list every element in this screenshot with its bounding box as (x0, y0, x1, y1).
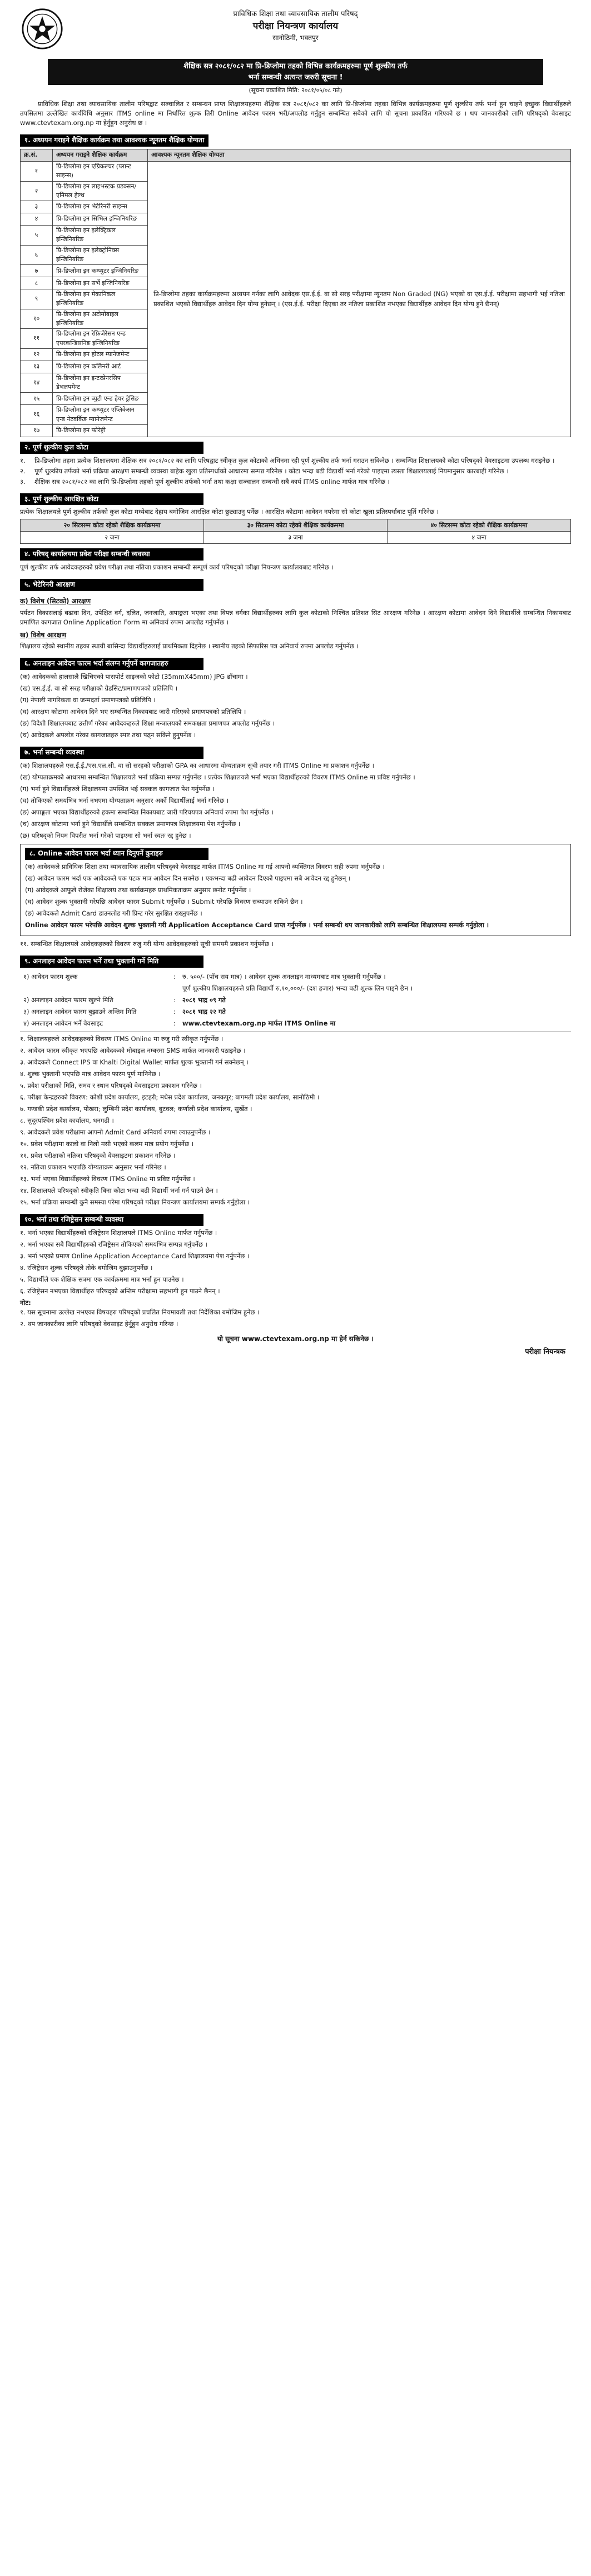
program-name: प्रि-डिप्लोमा इन इलेक्ट्रिकल इन्जिनियरिङ (53, 226, 148, 246)
list-item: ११. प्रवेश परीक्षाको नतिजा परिषद्को वेवसाइटमा प्रकाशन गरिनेछ । (20, 1152, 176, 1160)
program-serial: ९ (21, 289, 53, 309)
program-serial: १६ (21, 405, 53, 425)
list-item: १. भर्ना भएका विद्यार्थीहरुको रजिष्ट्रेसन शिक्षालयले ITMS Online मार्फत गर्नुपर्नेछ । (20, 1228, 217, 1237)
section-6-heading: ६. अनलाइन आवेदन फारम भर्दा संलग्न गर्नुपर्ने कागजातहरु (20, 658, 203, 670)
notice-title-line1: शैक्षिक सत्र २०८१/०८२ मा प्रि-डिप्लोमा तहको विभिन्न कार्यक्रमहरुमा पूर्ण शुल्कीय तर्फ (183, 62, 408, 71)
list-item: (छ) परिषद्को नियम विपरीत भर्ना गरेको पाइएमा सो भर्ना स्वतः रद्द हुनेछ । (20, 832, 191, 840)
section-3-heading: ३. पूर्ण शुल्कीय आरक्षित कोटा (20, 493, 203, 506)
list-item: (च) आवेदकले अपलोड गरेका कागजातहरु स्पष्ट तथा पढ्न सकिने हुनुपर्नेछ । (20, 731, 196, 739)
section-5-text1: पर्यटन विकासलाई बढावा दिन, उपेक्षित वर्ग, दलित, जनजाति, अपाङ्गता भएका तथा विपन्न वर्गका विद्यार्थीहरुका लागि कुल कोटाको निश्चित प्रतिशत सिट आरक्षण गरिनेछ । आरक्षण कोटामा आवेदन दिने विद्यार्थीले सम्बन्धित निकायबाट प्रमाणित कागजात Online Application Form मा अनिवार्य रुपमा अपलोड गर्नुपर्नेछ । (20, 608, 571, 626)
section-11-heading: १०. भर्ना तथा रजिष्ट्रेसन सम्बन्धी व्यवस्था (20, 1214, 203, 1226)
program-name: प्रि-डिप्लोमा इन सर्भे इन्जिनियरिङ (53, 277, 148, 289)
list-item: (ग) नेपाली नागरिकता वा जन्मदर्ता प्रमाणपत्रको प्रतिलिपि । (20, 696, 156, 704)
list-item: (ङ) आवेदकले Admit Card डाउनलोड गरी प्रिन्ट गरेर सुरक्षित राख्नुपर्नेछ । (25, 909, 202, 917)
program-table (20, 149, 571, 437)
program-serial: २ (21, 181, 53, 201)
list-item: २. पूर्ण शुल्कीय तर्फको भर्ना प्रक्रिया आरक्षण सम्बन्धी व्यवस्था बाहेक खुला प्रतिस्पर्धाको आधारमा सम्पन्न गरिनेछ । कोटा भन्दा बढी विद्यार्थी भर्ना गरेको पाइएमा त्यस्ता शिक्षालयलाई नियमानुसार कारबाही गरिनेछ । (20, 467, 509, 475)
list-item: ६. रजिष्ट्रेसन नभएका विद्यार्थीहरु परिषद्को अन्तिम परीक्षामा सहभागी हुन पाउने छैनन् । (20, 1287, 220, 1295)
list-item: (ख) एस.ई.ई. वा सो सरह परीक्षाको ग्रेडसिट/प्रमाणपत्रको प्रतिलिपि । (20, 684, 178, 693)
list-item: १३. भर्ना भएका विद्यार्थीहरुको विवरण ITMS Online मा प्रविष्ट गर्नुपर्नेछ । (20, 1175, 195, 1183)
list-item: (घ) आवेदन शुल्क भुक्तानी गरेपछि आवेदन फारम Submit गर्नुपर्नेछ । Submit गरेपछि विवरण सच्याउन सकिने छैन । (25, 897, 303, 906)
program-name: प्रि-डिप्लोमा इन एग्रिकल्चर (प्लान्ट साइन्स) (53, 162, 148, 182)
list-item: (ख) आवेदन फारम भर्दा एक आवेदकले एक पटक मात्र आवेदन दिन सक्नेछ । एकभन्दा बढी आवेदन दिएको पाइएमा सबै आवेदन रद्द हुनेछन् । (25, 874, 351, 882)
schedule-table (20, 971, 571, 1029)
program-serial: ८ (21, 277, 53, 289)
program-serial: ४ (21, 213, 53, 226)
list-item: १. प्रि-डिप्लोमा तहमा प्रत्येक शिक्षालयमा शैक्षिक सत्र २०८१/०८२ का लागि परिषद्बाट स्वीकृत कुल कोटाको अधिनमा रही पूर्ण शुल्कीय तर्फ भर्ना गराउन सकिनेछ । सम्बन्धित शिक्षालयको कोटा परिषद्को वेवसाइटमा उपलब्ध गराइनेछ । (20, 456, 555, 464)
program-serial: ७ (21, 265, 53, 277)
program-serial: ११ (21, 329, 53, 349)
list-item: (च) आरक्षण कोटामा भर्ना हुने विद्यार्थीले सम्बन्धित सक्कल प्रमाणपत्र शिक्षालयमा पेश गर्नुपर्नेछ । (20, 820, 241, 828)
quota-table (20, 519, 571, 544)
section-1-heading: १. अध्ययन गराइने शैक्षिक कार्यक्रम तथा आवश्यक न्यूनतम शैक्षिक योग्यता (20, 134, 208, 147)
list-item: ९. आवेदकले प्रवेश परीक्षामा आफ्नो Admit Card अनिवार्य रुपमा ल्याउनुपर्नेछ । (20, 1128, 211, 1136)
program-serial: १३ (21, 361, 53, 373)
list-item: १०. प्रवेश परीक्षामा कालो वा निलो मसी भएको कलम मात्र प्रयोग गर्नुपर्नेछ । (20, 1140, 194, 1148)
section-5-sub1: क) विशेष (सिटको) आरक्षण (20, 597, 91, 605)
section-2-heading: २. पूर्ण शुल्कीय कुल कोटा (20, 442, 203, 454)
list-item: १५. भर्ना प्रक्रिया सम्बन्धी कुनै समस्या परेमा परिषद्को परीक्षा नियन्त्रण कार्यालयमा सम्पर्क गर्नुहोला । (20, 1198, 250, 1207)
online-form-box-text: Online आवेदन फारम भरेपछि आवेदन शुल्क भुक्तानी गरी Application Acceptance Card प्राप्त गर्नुपर्नेछ । भर्ना सम्बन्धी थप जानकारीको लागि सम्बन्धित शिक्षालयमा सम्पर्क गर्नुहोला । (25, 921, 489, 929)
notice-title-line2: भर्ना सम्बन्धी अत्यन्त जरुरी सूचना ! (248, 73, 343, 82)
section-10-list (20, 1034, 571, 1207)
list-item: ७. गण्डकी प्रदेश कार्यालय, पोखरा; लुम्बिनी प्रदेश कार्यालय, बुटवल; कर्णाली प्रदेश कार्यालय, सुर्खेत । (20, 1104, 252, 1113)
online-form-box (20, 844, 571, 936)
list-item: ५. विद्यार्थीले एक शैक्षिक सत्रमा एक कार्यक्रममा मात्र भर्ना हुन पाउनेछ । (20, 1275, 184, 1283)
list-item: (क) शिक्षालयहरुले एस.ई.ई./एस.एल.सी. वा सो सरहको परीक्षाको GPA का आधारमा योग्यताक्रम सूची तयार गरी ITMS Online मा प्रकाशन गर्नुपर्नेछ । (20, 762, 374, 770)
program-serial: ३ (21, 201, 53, 213)
list-item: (ङ) विदेशी शिक्षालयबाट उत्तीर्ण गरेका आवेदकहरुले शिक्षा मन्त्रालयको समकक्षता प्रमाणपत्र अपलोड गर्नुपर्नेछ । (20, 719, 275, 728)
program-name: प्रि-डिप्लोमा इन फोरेष्ट्री (53, 424, 148, 437)
schedule-row: ३) अनलाइन आवेदन फारम बुझाउने अन्तिम मिति : २०८१ भाद्र २२ गते (23, 1007, 226, 1016)
list-item: ३. भर्ना भएको प्रमाण Online Application Acceptance Card शिक्षालयमा पेश गर्नुपर्नेछ । (20, 1252, 250, 1260)
list-item: ३. शैक्षिक सत्र २०८१/०८२ का लागि प्रि-डिप्लोमा तहको पूर्ण शुल्कीय तर्फको भर्ना तथा कक्षा सञ्चालन सम्बन्धी सबै कार्य ITMS online मार्फत मात्र गरिनेछ । (20, 477, 390, 486)
list-item: ५. प्रवेश परीक्षाको मिति, समय र स्थान परिषद्को वेवसाइटमा प्रकाशन गरिनेछ । (20, 1081, 202, 1089)
section-3-text: प्रत्येक शिक्षालयले पूर्ण शुल्कीय तर्फको कुल कोटा मध्येबाट देहाय बमोजिम आरक्षित कोटा छुट्याउनु पर्नेछ । आरक्षित कोटामा आवेदन नपरेमा सो कोटा खुला प्रतिस्पर्धाबाट पूर्ति गरिनेछ । (20, 508, 439, 516)
intro-paragraph: प्राविधिक शिक्षा तथा व्यावसायिक तालीम परिषद्बाट सञ्चालित र सम्बन्धन प्राप्त शिक्षालयहरुमा शैक्षिक सत्र २०८१/०८२ का लागि प्रि-डिप्लोमा तहका विभिन्न कार्यक्रमहरुमा पूर्ण शुल्कीय तर्फ भर्ना हुन चाहने इच्छुक विद्यार्थीहरुले तपसिलमा उल्लेखित कार्यविधि अनुसार ITMS online मा निर्धारित शुल्क तिरी Online आवेदन फारम भरी/अपलोड गर्नुहुन सम्बन्धित सबैको लागि यो सूचना प्रकाशित गरिएको छ । थप जानकारीको लागि परिषद्को वेवसाइट www.ctevtexam.org.np मा हेर्नुहुन अनुरोध छ । (20, 100, 571, 127)
council-name: प्राविधिक शिक्षा तथा व्यावसायिक तालीम परिषद् (233, 10, 358, 18)
list-item: (घ) आरक्षण कोटामा आवेदन दिने भए सम्बन्धित निकायबाट जारी गरिएको प्रमाणपत्रको प्रतिलिपि । (20, 708, 246, 716)
list-item: (क) आवेदकले प्राविधिक शिक्षा तथा व्यावसायिक तालीम परिषद्को वेवसाइट मार्फत ITMS Online मा गई आफ्नो व्यक्तिगत विवरण सही रुपमा भर्नुपर्नेछ । (25, 862, 385, 871)
section-7-heading: ७. भर्ना सम्बन्धी व्यवस्था (20, 747, 203, 759)
program-serial: १ (21, 162, 53, 182)
list-item: २. आवेदन फारम स्वीकृत भएपछि आवेदकको मोबाइल नम्बरमा SMS मार्फत जानकारी पठाइनेछ । (20, 1046, 246, 1054)
footer-website-line: यो सूचना www.ctevtexam.org.np मा हेर्न सकिनेछ । (217, 1334, 374, 1343)
program-serial: १५ (21, 393, 53, 405)
section-6-list (20, 672, 571, 740)
program-name: प्रि-डिप्लोमा इन भेटेरिनरी साइन्स (53, 201, 148, 213)
section-8-heading: ८. Online आवेदन फारम भर्दा ध्यान दिनुपर्ने कुराहरु (25, 848, 208, 860)
program-name: प्रि-डिप्लोमा इन रेफ्रिजेरेसन एन्ड एयरकन्डिसनिङ इन्जिनियरिङ (53, 329, 148, 349)
section-9-heading: ९. अनलाइन आवेदन फारम भर्ने तथा भुक्तानी गर्ने मिति (20, 956, 203, 968)
quota-val-20: २ जना (21, 532, 204, 544)
list-item: १४. शिक्षालयले परिषद्को स्वीकृति बिना कोटा भन्दा बढी विद्यार्थी भर्ना गर्न पाउने छैन । (20, 1187, 218, 1195)
program-serial: १० (21, 309, 53, 329)
table-row (21, 162, 571, 182)
program-name: प्रि-डिप्लोमा इन सिभिल इन्जिनियरिङ (53, 213, 148, 226)
list-item: (ग) भर्ना हुने विद्यार्थीहरुले शिक्षालयमा उपस्थित भई सक्कल कागजात पेश गर्नुपर्नेछ । (20, 785, 215, 793)
note-item: १. यस सूचनामा उल्लेख नभएका विषयहरु परिषद्को प्रचलित नियमावली तथा निर्देशिका बमोजिम हुनेछ । (20, 1308, 260, 1316)
program-serial: १७ (21, 424, 53, 437)
schedule-row: १) आवेदन फारम शुल्क : रु. ५००/- (पाँच सय मात्र) । आवेदन शुल्क अनलाइन माध्यमबाट मात्र भुक्तानी गर्नुपर्नेछ । (23, 972, 386, 981)
list-item: ६. परीक्षा केन्द्रहरुको विवरण: कोशी प्रदेश कार्यालय, इटहरी; मधेस प्रदेश कार्यालय, जनकपुर; बागमती प्रदेश कार्यालय, सानोठिमी । (20, 1093, 320, 1101)
section-5-heading: ५. भेटेरिनरी आरक्षण (20, 579, 203, 591)
col-requirement: आवश्यक न्यूनतम शैक्षिक योग्यता (148, 149, 571, 162)
quota-col-30: ३० सिटसम्म कोटा रहेको शैक्षिक कार्यक्रममा (204, 519, 388, 532)
office-name: परीक्षा नियन्त्रण कार्यालय (252, 21, 339, 32)
program-name: प्रि-डिप्लोमा इन इलेक्ट्रोनिक्स इन्जिनियरिङ (53, 245, 148, 265)
program-serial: १२ (21, 348, 53, 361)
program-requirement: प्रि-डिप्लोमा तहका कार्यक्रमहरुमा अध्ययन गर्नका लागि आवेदक एस.ई.ई. वा सो सरह परीक्षामा न्यूनतम Non Graded (NG) भएको वा एस.ई.ई. परीक्षामा सहभागी भई नतिजा प्रकाशित भएको विद्यार्थीहरु आवेदन दिन योग्य हुनेछन् । (एस.ई.ई. परीक्षा दिएका तर नतिजा प्रकाशित नभएका विद्यार्थीहरु आवेदन दिन योग्य हुने छैनन्) (148, 162, 571, 437)
schedule-row: पूर्ण शुल्कीय शिक्षालयहरुले प्रति विद्यार्थी रु.१०,०००/- (दश हजार) भन्दा बढी शुल्क लिन पाइने छैन । (182, 984, 413, 992)
program-name: प्रि-डिप्लोमा इन कम्प्युटर इन्जिनियरिङ (53, 265, 148, 277)
program-name: प्रि-डिप्लोमा इन ब्युटी एन्ड हेयर ड्रेसिङ (53, 393, 148, 405)
list-item: ८. सुदूरपश्चिम प्रदेश कार्यालय, धनगढी । (20, 1116, 114, 1124)
section-5-sub2: ख) विशेष आरक्षण (20, 631, 66, 639)
program-serial: ६ (21, 245, 53, 265)
notice-header (20, 8, 571, 59)
publication-date: (सूचना प्रकाशित मिति: २०८१/०५/०८ गते) (249, 87, 342, 94)
program-name: प्रि-डिप्लोमा इन इन्टरप्रेनरसिप डेभलपमेन्ट (53, 373, 148, 393)
list-item: ४. रजिष्ट्रेसन शुल्क परिषद्ले तोके बमोजिम बुझाउनुपर्नेछ । (20, 1263, 153, 1272)
note-item: २. थप जानकारीका लागि परिषद्को वेवसाइट हेर्नुहुन अनुरोध गरिन्छ । (20, 1319, 178, 1328)
col-serial: क्र.सं. (21, 149, 53, 162)
list-item: (क) आवेदकको हालसालै खिचिएको पासपोर्ट साइजको फोटो (35mmX45mm) JPG ढाँचामा । (20, 673, 248, 681)
section-5-text2: शिक्षालय रहेको स्थानीय तहका स्थायी बासिन्दा विद्यार्थीहरुलाई प्राथमिकता दिइनेछ । स्थानीय तहको सिफारिस पत्र अनिवार्य रुपमा अपलोड गर्नुपर्नेछ । (20, 642, 359, 651)
list-item: ३. आवेदकले Connect IPS वा Khalti Digital Wallet मार्फत शुल्क भुक्तानी गर्न सक्नेछन् । (20, 1058, 249, 1066)
schedule-row: २) अनलाइन आवेदन फारम खुल्ने मिति : २०८१ भाद्र ०९ गते (23, 996, 226, 1004)
quota-val-30: ३ जना (204, 532, 388, 544)
section-4-text: पूर्ण शुल्कीय तर्फ आवेदकहरुको प्रवेश परीक्षा तथा नतिजा प्रकाशन सम्बन्धी सम्पूर्ण कार्य परिषद्को परीक्षा नियन्त्रण कार्यालयबाट गरिनेछ । (20, 563, 334, 572)
section-11-list (20, 1228, 571, 1296)
program-name: प्रि-डिप्लोमा इन अटोमोबाइल इन्जिनियरिङ (53, 309, 148, 329)
list-item: २. भर्ना भएका सबै विद्यार्थीहरुको रजिष्ट्रेसन तोकिएको समयभित्र सम्पन्न गर्नुपर्नेछ । (20, 1240, 207, 1248)
section-2-list (20, 456, 571, 487)
program-name: प्रि-डिप्लोमा इन होटल म्यानेजमेन्ट (53, 348, 148, 361)
quota-val-40: ४ जना (388, 532, 571, 544)
list-item: १२. नतिजा प्रकाशन भएपछि योग्यताक्रम अनुसार भर्ना गरिनेछ । (20, 1163, 166, 1172)
program-name: प्रि-डिप्लोमा इन लाइभस्टक प्रडक्सन/एनिमल हेल्थ (53, 181, 148, 201)
schedule-row: ४) अनलाइन आवेदन भर्ने वेवसाइट : www.ctevtexam.org.np मार्फत ITMS Online मा (23, 1019, 336, 1027)
program-serial: ५ (21, 226, 53, 246)
section-4-heading: ४. परिषद् कार्यालयमा प्रवेश परीक्षा सम्बन्धी व्यवस्था (20, 548, 203, 561)
program-serial: १४ (21, 373, 53, 393)
note-heading: नोट: (20, 1298, 31, 1307)
list-item: (ग) आवेदकले आफूले रोजेका शिक्षालय तथा कार्यक्रमहरु प्राथमिकताक्रम अनुसार छनोट गर्नुपर्नेछ । (25, 886, 251, 894)
section-8-note: ११. सम्बन्धित शिक्षालयले आवेदकहरुको विवरण रुजु गरी योग्य आवेदकहरुको सूची समयमै प्रकाशन गर्नुपर्नेछ । (20, 940, 274, 948)
office-address: सानोठिमी, भक्तपुर (272, 34, 319, 42)
program-name: प्रि-डिप्लोमा इन कम्प्युटर एप्लिकेसन एन्ड नेटवर्किङ म्यानेजमेन्ट (53, 405, 148, 425)
program-table-header (21, 149, 571, 162)
list-item: ४. शुल्क भुक्तानी भएपछि मात्र आवेदन फारम पूर्ण मानिनेछ । (20, 1069, 161, 1078)
program-name: प्रि-डिप्लोमा इन कलिनरी आर्ट (53, 361, 148, 373)
notice-title (48, 59, 543, 85)
list-item: (घ) तोकिएको समयभित्र भर्ना नभएमा योग्यताक्रम अनुसार अर्को विद्यार्थीलाई भर्ना गरिनेछ । (20, 797, 229, 805)
list-item: १. शिक्षालयहरुले आवेदकहरुको विवरण ITMS Online मा रुजु गरी स्वीकृत गर्नुपर्नेछ । (20, 1034, 224, 1043)
col-program: अध्ययन गराइने शैक्षिक कार्यक्रम (53, 149, 148, 162)
list-item: (ङ) अपाङ्गता भएका विद्यार्थीहरुको हकमा सम्बन्धित निकायबाट जारी परिचयपत्र अनिवार्य रुपमा पेश गर्नुपर्नेछ । (20, 808, 274, 817)
program-name: प्रि-डिप्लोमा इन मेकानिकल इन्जिनियरिङ (53, 289, 148, 309)
ctevt-logo-icon (21, 8, 63, 50)
quota-col-20: २० सिटसम्म कोटा रहेको शैक्षिक कार्यक्रममा (21, 519, 204, 532)
signatory-title: परीक्षा नियन्त्रक (525, 1347, 565, 1356)
list-item: (ख) योग्यताक्रमको आधारमा सम्बन्धित शिक्षालयले भर्ना प्रक्रिया सम्पन्न गर्नुपर्नेछ । प्रत्येक शिक्षालयले भर्ना भएका विद्यार्थीहरुको विवरण ITMS Online मा प्रविष्ट गर्नुपर्नेछ । (20, 773, 415, 782)
quota-col-40: ४० सिटसम्म कोटा रहेको शैक्षिक कार्यक्रममा (388, 519, 571, 532)
section-7-list (20, 761, 571, 841)
